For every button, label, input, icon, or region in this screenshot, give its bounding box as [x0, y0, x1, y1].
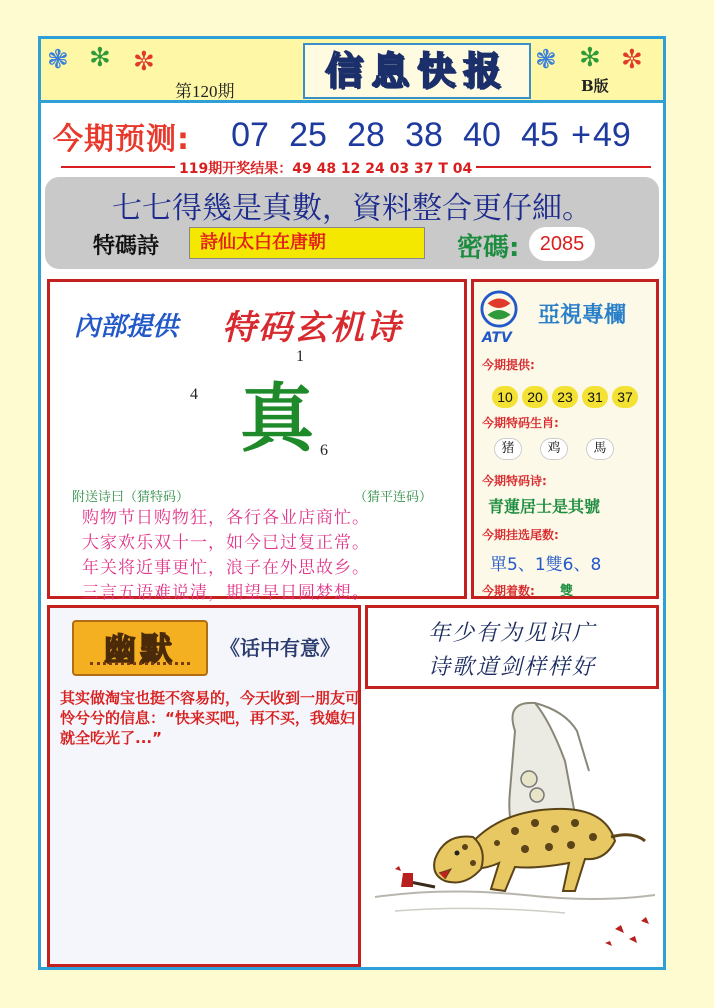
leopard-illustration [365, 691, 659, 967]
zodiac-item: 猪 [494, 438, 522, 460]
special-number: 49 [593, 116, 631, 154]
edition-label: B版 [581, 77, 609, 95]
flower-icon: ❃ [47, 45, 69, 75]
flower-icon: ✼ [133, 47, 155, 77]
poem-verse: 购物节日购物狂，各行各业店商忙。 [82, 508, 370, 528]
badge-decoration [90, 662, 190, 670]
prediction-number: 40 [463, 116, 501, 154]
humor-panel [47, 605, 361, 967]
digit-top: 1 [296, 348, 304, 365]
page-frame [38, 36, 666, 970]
atv-title: 亞視專欄 [538, 303, 627, 328]
panel-heading-internal: 內部提供 [74, 312, 179, 342]
flower-icon: ❃ [535, 45, 557, 75]
number-ball: 10 [492, 386, 518, 408]
digit-bottom: 6 [320, 442, 328, 459]
prediction-row [41, 106, 663, 162]
special-poem-tag: 特碼詩 [93, 234, 160, 259]
flower-icon: ✻ [89, 43, 111, 73]
page-title: 信息快报 [303, 43, 531, 99]
humor-subtitle: 《话中有意》 [220, 636, 340, 660]
humor-badge [72, 620, 208, 676]
issue-number: 第120期 [175, 82, 235, 101]
atv-brand: ATV [482, 330, 512, 346]
zodiac-list [494, 438, 614, 460]
header [41, 39, 663, 103]
leopard-drawing [365, 691, 659, 967]
prediction-number: 25 [289, 116, 327, 154]
atv-column [471, 279, 659, 599]
humor-badge-text: 幽默 [103, 630, 176, 668]
prediction-number: 38 [405, 116, 443, 154]
zodiac-item: 馬 [586, 438, 614, 460]
zodiac-item: 鸡 [540, 438, 568, 460]
poem-verse: 年关将近事更忙，浪子在外思故乡。 [82, 558, 370, 578]
riddle-poem-panel [47, 279, 467, 603]
slogan-banner [45, 177, 659, 269]
hint-left: 附送诗曰（猜特码） [72, 490, 190, 505]
previous-result-text: 119期开奖结果：49 48 12 24 03 37 T 04 [175, 158, 476, 178]
prediction-number: 28 [347, 116, 385, 154]
special-poem: 詩仙太白在唐朝 [189, 227, 425, 259]
panel-heading-riddle: 特码玄机诗 [222, 308, 402, 348]
number-balls [492, 386, 638, 408]
poem-verse: 大家欢乐双十一，如今已过复正常。 [82, 533, 370, 553]
number-ball: 37 [612, 386, 638, 408]
slogan: 七七得幾是真數，資料整合更仔細。 [112, 191, 592, 226]
joke-text: 其实做淘宝也挺不容易的，今天收到一朋友可怜兮兮的信息：“快来买吧，再不买，我媳妇就全吃光了...” [60, 689, 361, 747]
password-value: 2085 [529, 227, 595, 261]
calligraphy-box [365, 605, 659, 689]
number-ball: 20 [522, 386, 548, 408]
label-tail: 今期挂选尾数: [482, 528, 559, 542]
label-provide: 今期提供: [482, 358, 535, 372]
atv-logo-icon [480, 290, 518, 328]
password-label: 密碼: [457, 233, 520, 263]
hint-right: （猜平连码） [354, 490, 433, 505]
label-poem: 今期特码诗: [482, 474, 547, 488]
plus-sign: + [571, 116, 591, 154]
label-count: 今期着数: [482, 584, 535, 598]
prediction-label: 今期预测: [53, 122, 190, 157]
atv-poem: 青蓮居士是其號 [488, 497, 601, 516]
calligraphy-line: 年少有为见识广 [427, 621, 596, 646]
number-ball: 23 [552, 386, 578, 408]
digit-left: 4 [190, 386, 198, 403]
previous-result [41, 158, 663, 176]
poem-verse: 三言五语难说清，期望早日圆梦想。 [82, 583, 370, 603]
label-zodiac: 今期特码生肖: [482, 416, 559, 430]
flower-icon: ✼ [621, 45, 643, 75]
calligraphy-line: 诗歌道剑样样好 [427, 655, 596, 680]
prediction-number: 45 [521, 116, 559, 154]
count-value: 雙 [560, 584, 574, 599]
tail-numbers: 單5、1雙6、8 [490, 555, 602, 575]
prediction-number: 07 [231, 116, 269, 154]
riddle-character: 真 [240, 376, 314, 462]
prediction-numbers [221, 116, 639, 154]
flower-icon: ✻ [579, 43, 601, 73]
poem-verses [82, 506, 370, 606]
number-ball: 31 [582, 386, 608, 408]
